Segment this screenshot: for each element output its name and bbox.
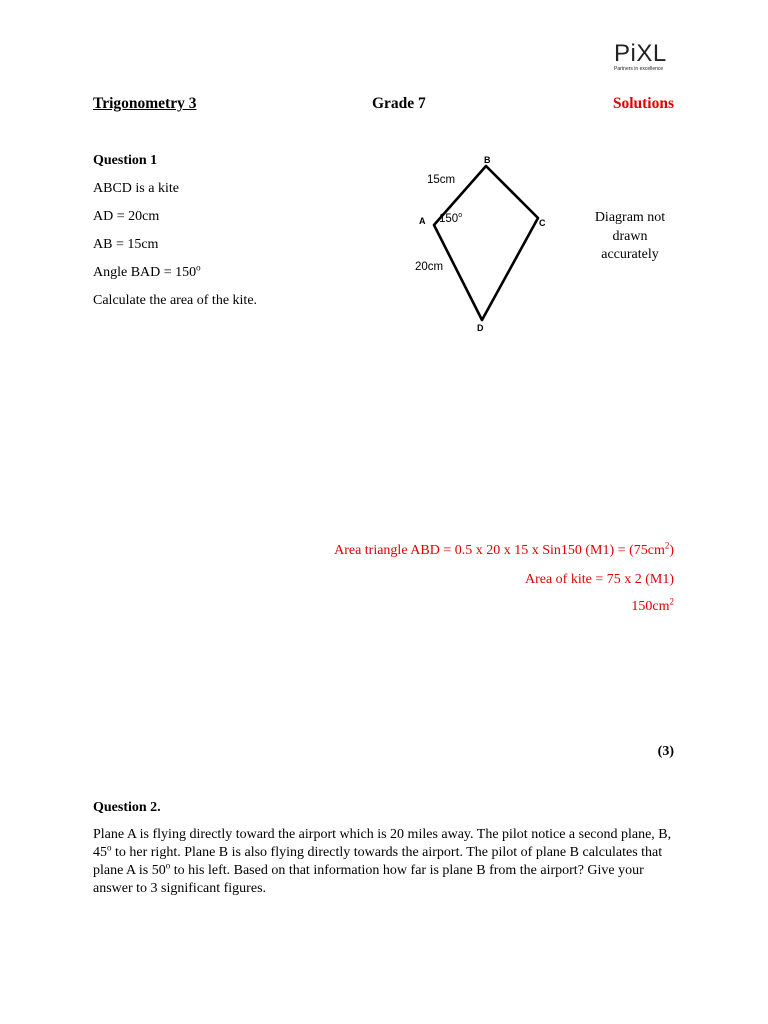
worksheet-title: Trigonometry 3 bbox=[93, 95, 197, 112]
angle-bad-label: 150$^o$ bbox=[439, 212, 463, 225]
vertex-c: C bbox=[539, 218, 546, 228]
vertex-a: A bbox=[419, 216, 426, 226]
logo-wordmark: PiXL bbox=[614, 40, 667, 67]
logo-tagline: Partners in excellence bbox=[614, 66, 664, 72]
vertex-b: B bbox=[484, 155, 491, 165]
answer-line-3: $150cm^2$ bbox=[631, 596, 674, 614]
answer-line-1: Area triangle ABD = 0.5 x 20 x 15 x Sin150 $(M1) = (75cm^2)$ bbox=[334, 540, 674, 558]
q1-marks: (3) bbox=[657, 744, 674, 759]
answer-line-2: Area of kite = 75 x 2 (M1) bbox=[524, 572, 674, 587]
side-ad-label: 20cm bbox=[415, 261, 444, 273]
q2-text: Plane A is flying directly toward the airport which is 20 miles away. The pilot notice a second plane, B, 45$^o$ to her right. Plane B is also flying directly towards the airport. The pilot of plane B calculates that plane A is 50$^o$ to his left. Based on that information how far is plane B from the airport? Give your answer to 3 significant figures. bbox=[93, 827, 672, 896]
side-ab-label: 15cm bbox=[427, 174, 456, 186]
q1-line-4: Angle BAD = $150^o$ bbox=[93, 262, 201, 280]
vertex-d: D bbox=[477, 323, 484, 333]
q1-line-3: AB = 15cm bbox=[93, 237, 159, 252]
q1-line-2: AD = 20cm bbox=[93, 209, 160, 224]
q1-line-1: ABCD is a kite bbox=[93, 181, 179, 196]
pixl-logo bbox=[614, 42, 676, 73]
kite-diagram bbox=[405, 148, 565, 338]
diagram-note: Diagram not drawn accurately bbox=[594, 210, 666, 262]
question-2-heading: Question 2. bbox=[93, 800, 161, 815]
grade-label: Grade 7 bbox=[372, 95, 426, 112]
question-1-heading: Question 1 bbox=[93, 153, 158, 168]
solutions-label: Solutions bbox=[612, 95, 674, 112]
kite-outline bbox=[434, 166, 538, 320]
q1-line-5: Calculate the area of the kite. bbox=[93, 293, 258, 308]
